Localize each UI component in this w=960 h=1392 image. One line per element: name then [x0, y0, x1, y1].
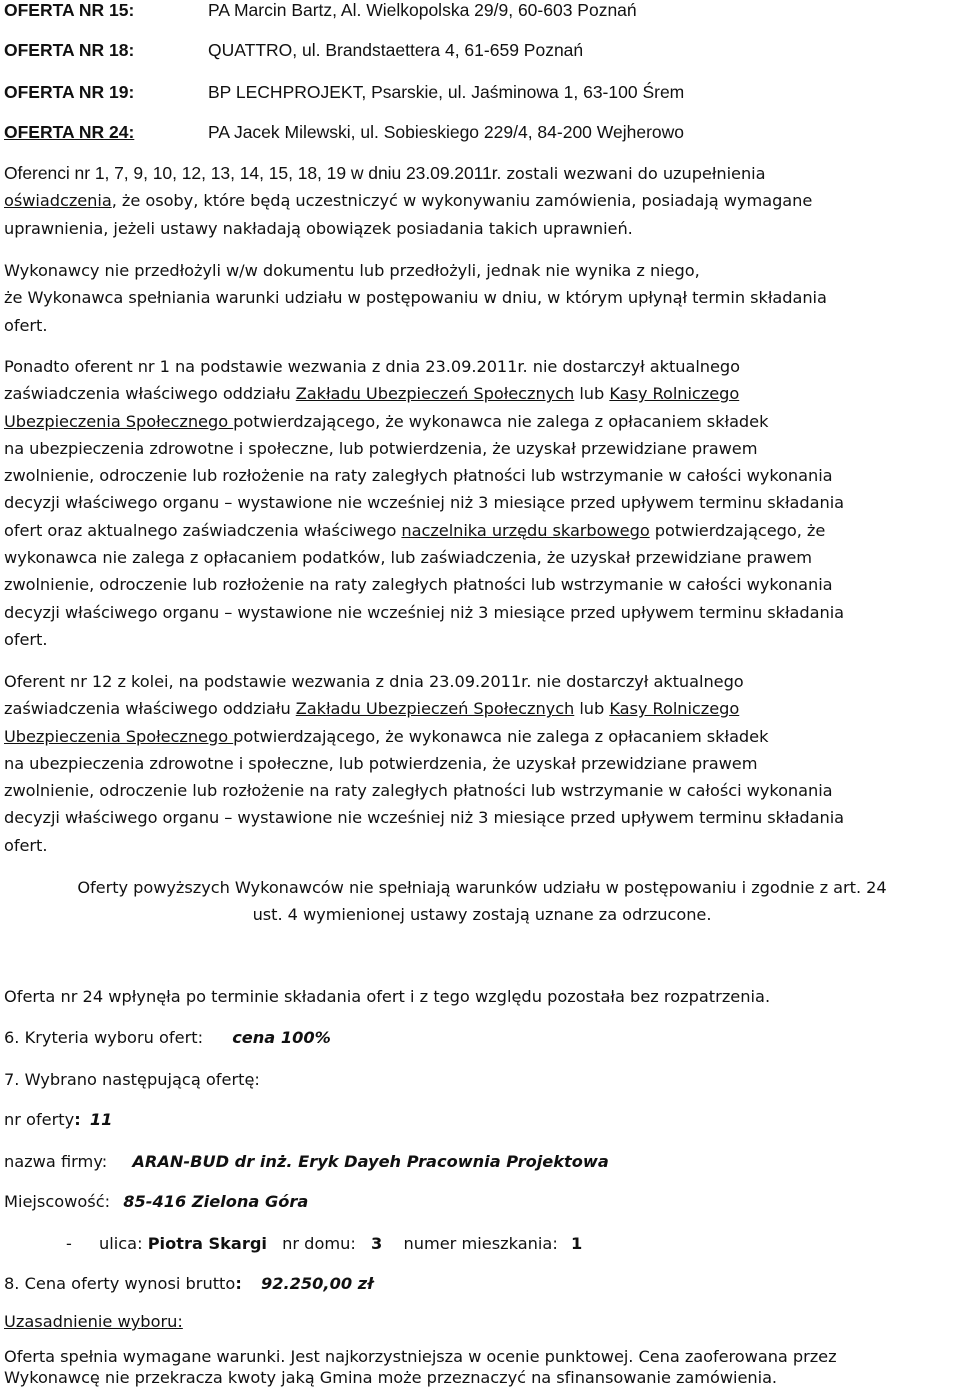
company-value: ARAN-BUD dr inż. Eryk Dayeh Pracownia Projektowa	[132, 1152, 609, 1171]
offer-address: QUATTRO, ul. Brandstaettera 4, 61-659 Poznań	[208, 40, 584, 60]
offer-number-label: nr oferty	[4, 1110, 75, 1129]
street-row	[66, 1232, 582, 1256]
paragraph-line: ofert.	[4, 629, 48, 649]
paragraph-line: decyzji właściwego organu – wystawione nie wcześniej niż 3 miesiące przed upływem terminu składania	[4, 808, 845, 828]
summons-text: zostali wezwani do uzupełnienia	[501, 164, 766, 183]
paragraph-line: zwolnienie, odroczenie lub rozłożenie na raty zaległych płatności lub wstrzymanie w całości wykonania	[4, 781, 833, 801]
street-value: Piotra Skargi	[147, 1234, 267, 1253]
krus-link[interactable]: Kasy Rolniczego	[609, 384, 740, 404]
paragraph-line: Oferta spełnia wymagane warunki. Jest najkorzystniejsza w ocenie punktowej. Cena zaoferowana przez	[4, 1347, 837, 1366]
street-dash: -	[66, 1234, 72, 1253]
paragraph-text: lub	[574, 699, 610, 719]
street-label: ulica:	[99, 1234, 143, 1253]
offer-label: OFERTA NR 15:	[4, 0, 135, 20]
city-label: Miejscowość:	[4, 1192, 111, 1211]
paragraph-line: na ubezpieczenia zdrowotne i społeczne, lub potwierdzenia, że uzyskał przewidziane prawem	[4, 438, 758, 458]
paragraph-line: na ubezpieczenia zdrowotne i społeczne, lub potwierdzenia, że uzyskał przewidziane prawem	[4, 753, 758, 773]
summons-text: , że osoby, które będą uczestniczyć w wykonywaniu zamówienia, posiadają wymagane	[111, 191, 813, 211]
krus-link-continued[interactable]: Ubezpieczenia Społecznego	[4, 726, 234, 746]
summons-text: uprawnienia, jeżeli ustawy nakładają obowiązek posiadania takich uprawnień.	[4, 218, 633, 238]
paragraph-text: zaświadczenia właściwego oddziału	[4, 699, 296, 719]
zus-link[interactable]: Zakładu Ubezpieczeń Społecznych	[295, 699, 575, 719]
paragraph-line: że Wykonawca spełniania warunki udziału w postępowaniu w dniu, w którym upłynął termin składania	[4, 288, 827, 308]
justification-text	[4, 1346, 960, 1388]
offer-label: OFERTA NR 19:	[4, 82, 135, 102]
price-row	[4, 1272, 373, 1296]
summons-paragraph	[4, 160, 960, 242]
offer-number-row	[4, 1108, 112, 1132]
tax-office-link[interactable]: naczelnika urzędu skarbowego	[401, 520, 650, 540]
paragraph-line: Wykonawcę nie przekracza kwoty jaką Gmina może przeznaczyć na sfinansowanie zamówienia.	[4, 1368, 778, 1387]
paragraph-line: Oferent nr 12 z kolei, na podstawie wezwania z dnia 23.09.2011r. nie dostarczył aktualnego	[4, 672, 744, 691]
paragraph-text: lub	[574, 384, 610, 404]
company-row	[4, 1150, 609, 1174]
company-label: nazwa firmy:	[4, 1152, 108, 1171]
offer-number-value: 11	[89, 1110, 113, 1129]
paragraph-line: zwolnienie, odroczenie lub rozłożenie na raty zaległych płatności lub wstrzymanie w całości wykonania	[4, 575, 833, 595]
paragraph-line: decyzji właściwego organu – wystawione nie wcześniej niż 3 miesiące przed upływem terminu składania	[4, 602, 845, 622]
price-colon: :	[235, 1274, 242, 1293]
krus-link[interactable]: Kasy Rolniczego	[609, 699, 740, 719]
paragraph-text: ofert oraz aktualnego zaświadczenia właściwego	[4, 520, 402, 540]
offer-label: OFERTA NR 24:	[4, 122, 135, 142]
paragraph-line: zwolnienie, odroczenie lub rozłożenie na raty zaległych płatności lub wstrzymanie w całości wykonania	[4, 466, 833, 486]
contractors-paragraph	[4, 257, 960, 339]
house-number-label: nr domu:	[282, 1234, 356, 1253]
criteria-label: 6. Kryteria wyboru ofert:	[4, 1028, 204, 1047]
paragraph-line: Oferty powyższych Wykonawców nie spełniają warunków udziału w postępowaniu i zgodnie z art. 24	[77, 878, 887, 897]
paragraph-text: zaświadczenia właściwego oddziału	[4, 384, 296, 404]
criteria-value: cena 100%	[232, 1028, 331, 1047]
city-value: 85-416 Zielona Góra	[123, 1192, 309, 1211]
paragraph-line: Wykonawcy nie przedłożyli w/w dokumentu lub przedłożyli, jednak nie wynika z niego,	[4, 261, 700, 280]
bidder-1-paragraph	[4, 353, 960, 653]
offer-address: PA Marcin Bartz, Al. Wielkopolska 29/9, 60-603 Poznań	[208, 0, 637, 20]
paragraph-line: Ponadto oferent nr 1 na podstawie wezwania z dnia 23.09.2011r. nie dostarczył aktualnego	[4, 357, 740, 376]
justification-heading: Uzasadnienie wyboru:	[4, 1312, 183, 1331]
criteria-row	[4, 1026, 331, 1050]
flat-number-value: 1	[570, 1234, 583, 1253]
paragraph-line: wykonawca nie zalega z opłacaniem podatków, lub zaświadczenia, że uzyskał przewidziane prawem	[4, 548, 812, 568]
summons-intro: Oferenci nr 1, 7, 9, 10, 12, 13, 14, 15, 18, 19 w dniu 23.09.2011r.	[4, 163, 502, 183]
price-label: 8. Cena oferty wynosi brutto	[4, 1274, 236, 1293]
statement-link[interactable]: oświadczenia	[4, 191, 112, 211]
chosen-offer-heading: 7. Wybrano następującą ofertę:	[4, 1070, 260, 1089]
house-number-value: 3	[371, 1234, 383, 1253]
rejection-paragraph	[4, 874, 960, 929]
offer-address: PA Jacek Milewski, ul. Sobieskiego 229/4, 84-200 Wejherowo	[208, 122, 684, 142]
paragraph-line: ofert.	[4, 315, 48, 335]
late-offer-note: Oferta nr 24 wpłynęła po terminie składania ofert i z tego względu pozostała bez rozpatrzenia.	[4, 987, 771, 1006]
offer-number-colon: :	[74, 1110, 81, 1129]
zus-link[interactable]: Zakładu Ubezpieczeń Społecznych	[295, 384, 575, 404]
city-row	[4, 1190, 308, 1214]
paragraph-text: potwierdzającego, że wykonawca nie zalega z opłacaniem składek	[233, 411, 769, 431]
offer-address: BP LECHPROJEKT, Psarskie, ul. Jaśminowa 1, 63-100 Śrem	[208, 82, 685, 102]
bidder-12-paragraph	[4, 668, 960, 859]
paragraph-line: ofert.	[4, 835, 48, 855]
price-value: 92.250,00 zł	[260, 1274, 374, 1293]
krus-link-continued[interactable]: Ubezpieczenia Społecznego	[4, 411, 234, 431]
paragraph-line: decyzji właściwego organu – wystawione nie wcześniej niż 3 miesiące przed upływem terminu składania	[4, 493, 845, 513]
paragraph-line: ust. 4 wymienionej ustawy zostają uznane za odrzucone.	[252, 905, 712, 925]
paragraph-text: potwierdzającego, że wykonawca nie zalega z opłacaniem składek	[233, 726, 769, 746]
paragraph-text: potwierdzającego, że	[649, 520, 826, 540]
offer-label: OFERTA NR 18:	[4, 40, 135, 60]
flat-number-label: numer mieszkania:	[403, 1234, 558, 1253]
